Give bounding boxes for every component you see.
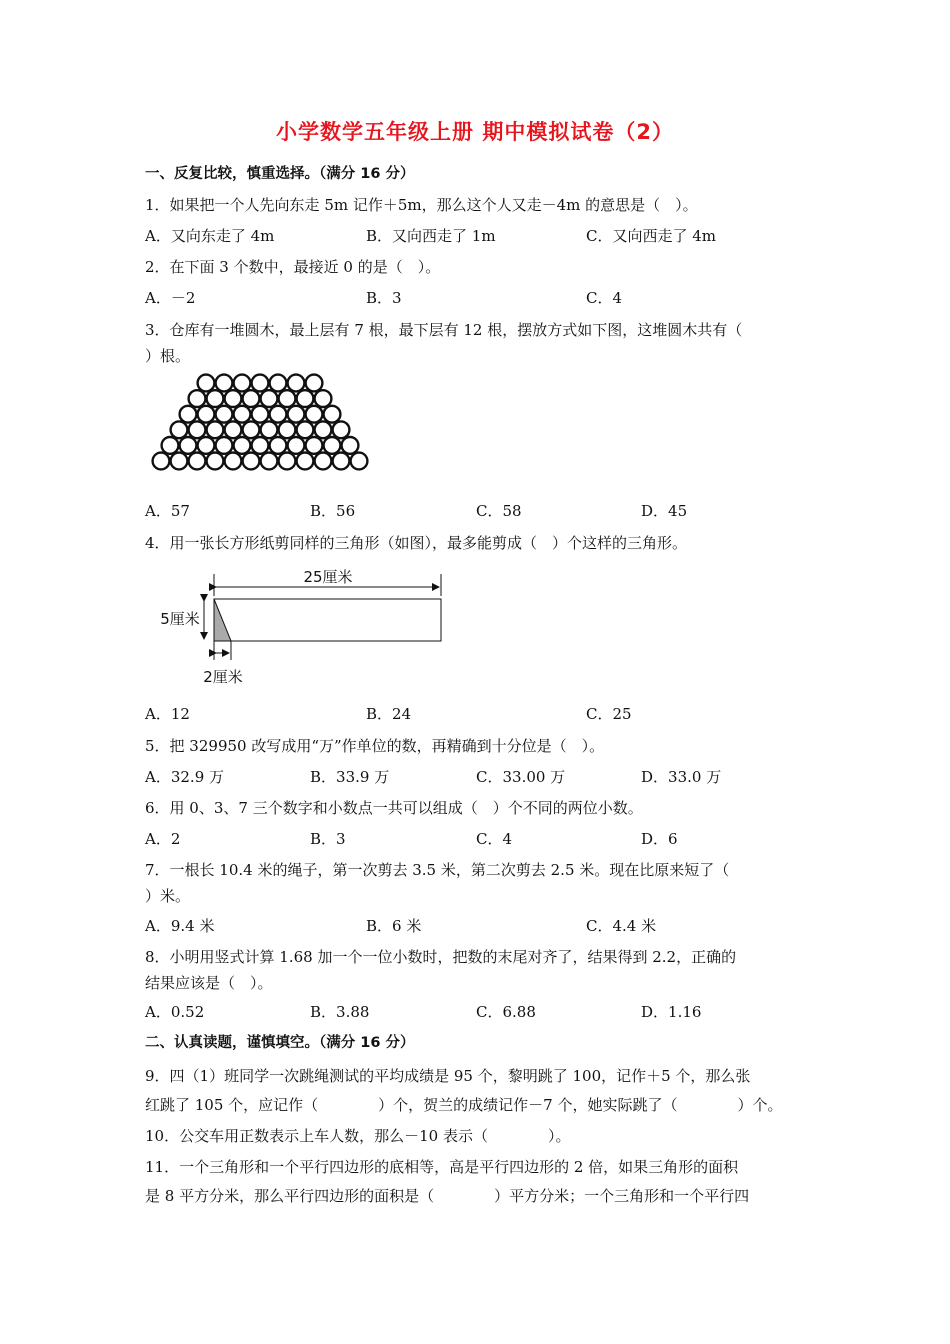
q1-option-a: A．又向东走了 4m — [145, 227, 275, 245]
question-7-line-2: ）米。 — [145, 887, 191, 905]
q2-option-c: C．4 — [586, 289, 623, 307]
log-circle — [207, 390, 224, 407]
question-7-line-1: 7．一根长 10.4 米的绳子，第一次剪去 3.5 米，第二次剪去 2.5 米。现在比原来短了（ — [145, 861, 730, 879]
log-circle — [171, 421, 188, 438]
log-circle — [279, 453, 296, 470]
log-circle — [297, 453, 314, 470]
q6-option-c: C．4 — [476, 830, 513, 848]
log-circle — [216, 437, 233, 454]
q8-option-b: B．3.88 — [310, 1003, 370, 1021]
question-4: 4．用一张长方形纸剪同样的三角形（如图），最多能剪成（ ）个这样的三角形。 — [145, 534, 688, 552]
section-2-heading: 二、认真读题，谨慎填空。（满分 16 分） — [145, 1035, 415, 1051]
log-circle — [297, 421, 314, 438]
log-circle — [342, 437, 359, 454]
question-9-line-1: 9．四（1）班同学一次跳绳测试的平均成绩是 95 个，黎明跳了 100，记作＋5 个，那么张 — [145, 1067, 751, 1085]
log-circle — [243, 453, 260, 470]
q6-option-b: B．3 — [310, 830, 346, 848]
log-circle — [315, 390, 332, 407]
q1-option-b: B．又向西走了 1m — [366, 227, 496, 245]
log-circle — [216, 406, 233, 423]
log-circle — [270, 406, 287, 423]
log-circle — [243, 421, 260, 438]
log-circle — [198, 375, 215, 392]
q4-option-b: B．24 — [366, 705, 412, 723]
log-circle — [252, 375, 269, 392]
log-circle — [243, 390, 260, 407]
triangle-shape — [214, 599, 231, 641]
question-8-line-1: 8．小明用竖式计算 1.68 加一个一位小数时，把数的末尾对齐了，结果得到 2.2，正确的 — [145, 948, 737, 966]
log-pile-figure — [150, 372, 380, 484]
q5-option-d: D．33.0 万 — [641, 768, 722, 786]
q8-option-d: D．1.16 — [641, 1003, 702, 1021]
log-circle — [207, 453, 224, 470]
log-circle — [261, 421, 278, 438]
log-circle — [252, 406, 269, 423]
question-5: 5．把 329950 改写成用“万”作单位的数，再精确到十分位是（ ）。 — [145, 737, 605, 755]
log-circle — [225, 421, 242, 438]
log-circle — [288, 375, 305, 392]
q6-option-a: A．2 — [145, 830, 181, 848]
log-circle — [180, 437, 197, 454]
question-9-line-2: 红跳了 105 个，应记作（ ）个，贺兰的成绩记作－7 个，她实际跳了（ ）个。 — [145, 1096, 783, 1114]
log-circle — [270, 437, 287, 454]
question-3-line-1: 3．仓库有一堆圆木，最上层有 7 根，最下层有 12 根，摆放方式如下图，这堆圆木共有（ — [145, 321, 743, 339]
log-circle — [180, 406, 197, 423]
q5-option-b: B．33.9 万 — [310, 768, 390, 786]
q8-option-c: C．6.88 — [476, 1003, 536, 1021]
q5-option-a: A．32.9 万 — [145, 768, 224, 786]
q5-option-c: C．33.00 万 — [476, 768, 566, 786]
log-circle — [189, 453, 206, 470]
log-circle — [315, 421, 332, 438]
log-circle — [270, 375, 287, 392]
log-circle — [288, 437, 305, 454]
log-circle — [189, 390, 206, 407]
log-circle — [189, 421, 206, 438]
question-6: 6．用 0、3、7 三个数字和小数点一共可以组成（ ）个不同的两位小数。 — [145, 799, 643, 817]
log-circle — [261, 453, 278, 470]
log-circle — [261, 390, 278, 407]
log-circle — [234, 437, 251, 454]
log-circle — [333, 453, 350, 470]
log-circle — [324, 437, 341, 454]
log-circle — [279, 421, 296, 438]
log-circle — [315, 453, 332, 470]
log-circle — [207, 421, 224, 438]
q3-option-a: A．57 — [145, 502, 190, 520]
question-1: 1．如果把一个人先向东走 5m 记作＋5m，那么这个人又走－4m 的意思是（ ）。 — [145, 196, 698, 214]
q7-option-c: C．4.4 米 — [586, 917, 657, 935]
q3-option-c: C．58 — [476, 502, 522, 520]
rectangle-paper-figure — [150, 562, 450, 690]
q4-option-a: A．12 — [145, 705, 190, 723]
log-circle — [288, 406, 305, 423]
q7-option-a: A．9.4 米 — [145, 917, 215, 935]
height-label: 5厘米 — [160, 610, 200, 628]
q8-option-a: A．0.52 — [145, 1003, 205, 1021]
log-circle — [162, 437, 179, 454]
log-circle — [306, 406, 323, 423]
paper-rectangle — [214, 599, 441, 641]
q1-option-c: C．又向西走了 4m — [586, 227, 717, 245]
question-11-line-2: 是 8 平方分米，那么平行四边形的面积是（ ）平方分米；一个三角形和一个平行四 — [145, 1187, 750, 1205]
length-label: 25厘米 — [303, 568, 353, 586]
log-circle — [225, 453, 242, 470]
log-circle — [171, 453, 188, 470]
question-2: 2．在下面 3 个数中，最接近 0 的是（ ）。 — [145, 258, 441, 276]
log-circle — [153, 453, 170, 470]
q2-option-b: B．3 — [366, 289, 402, 307]
base-label: 2厘米 — [203, 668, 243, 686]
log-circle — [198, 406, 215, 423]
log-circle — [234, 406, 251, 423]
q3-option-d: D．45 — [641, 502, 688, 520]
log-circle — [234, 375, 251, 392]
log-circle — [333, 421, 350, 438]
question-8-line-2: 结果应该是（ ）。 — [145, 974, 273, 992]
question-11-line-1: 11．一个三角形和一个平行四边形的底相等，高是平行四边形的 2 倍，如果三角形的面积 — [145, 1158, 739, 1176]
log-circle — [252, 437, 269, 454]
q3-option-b: B．56 — [310, 502, 356, 520]
question-10: 10．公交车用正数表示上车人数，那么－10 表示（ ）。 — [145, 1127, 571, 1145]
log-circle — [216, 375, 233, 392]
section-1-heading: 一、反复比较，慎重选择。（满分 16 分） — [145, 166, 415, 182]
log-circle — [279, 390, 296, 407]
q6-option-d: D．6 — [641, 830, 678, 848]
log-circle — [297, 390, 314, 407]
q4-option-c: C．25 — [586, 705, 632, 723]
log-circle — [225, 390, 242, 407]
log-circle — [324, 406, 341, 423]
log-circle — [306, 437, 323, 454]
log-circle — [351, 453, 368, 470]
log-circle — [306, 375, 323, 392]
q2-option-a: A．－2 — [145, 289, 196, 307]
q7-option-b: B．6 米 — [366, 917, 422, 935]
page-title: 小学数学五年级上册 期中模拟试卷（2） — [276, 120, 674, 144]
log-circle — [198, 437, 215, 454]
question-3-line-2: ）根。 — [145, 347, 191, 365]
